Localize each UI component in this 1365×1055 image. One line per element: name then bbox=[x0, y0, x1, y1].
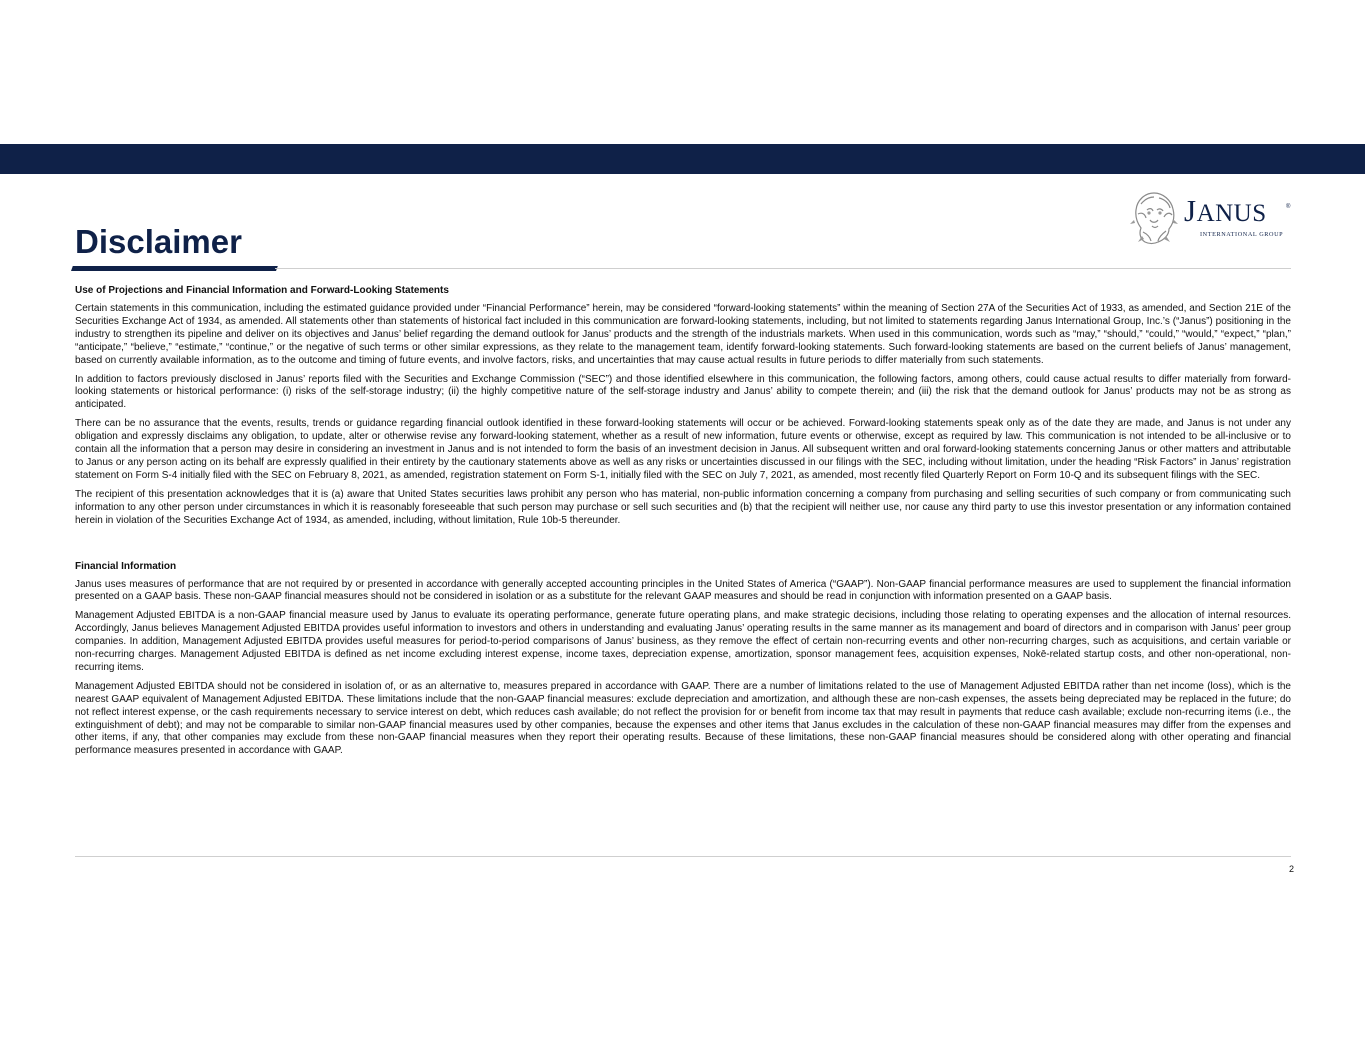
logo-wordmark: JANUS bbox=[1184, 193, 1267, 228]
header-band bbox=[0, 144, 1365, 174]
disclaimer-body bbox=[75, 284, 1291, 764]
page-title: Disclaimer bbox=[75, 223, 242, 260]
page-number: 2 bbox=[1288, 864, 1294, 874]
section-heading: Financial Information bbox=[75, 560, 177, 572]
paragraph: Management Adjusted EBITDA is a non-GAAP financial measure used by Janus to evaluate its operating performance, generate future operating plans, and make strategic decisions, including those relating to operating expenses and the allocation of internal resources. Accordingly, Janus believes Management Adjusted EBITDA provides useful information to investors and others in understanding and evaluating Janus’ operating results in the same manner as its management and board of directors and in comparison with Janus’ peer group companies. In addition, Management Adjusted EBITDA provides useful measures for period-to-period comparisons of Janus’ business, as they remove the effect of certain non-recurring events and other non-recurring charges, such as acquisitions, and certain variable or non-recurring charges. Management Adjusted EBITDA is defined as net income excluding interest expense, income taxes, depreciation expense, amortization, sponsor management fees, acquisition expenses, Nokē-related startup costs, and other non-operational, non-recurring items. bbox=[75, 610, 1291, 673]
section-heading: Use of Projections and Financial Information and Forward-Looking Statements bbox=[75, 285, 449, 296]
title-underline-accent bbox=[71, 266, 278, 271]
logo-registered-mark: ® bbox=[1286, 204, 1291, 210]
paragraph: Janus uses measures of performance that are not required by or presented in accordance with generally accepted accounting principles in the United States of America (“GAAP”). Non-GAAP financial performance measures are used to supplement the financial information presented on a GAAP basis. These non-GAAP financial measures should not be considered in isolation or as a substitute for the relevant GAAP measures and should be read in conjunction with information presented on a GAAP basis. bbox=[75, 578, 1291, 603]
section-spacer bbox=[75, 534, 1291, 560]
section-financial-information bbox=[75, 560, 1291, 759]
section-forward-looking bbox=[75, 284, 1291, 528]
paragraph: Certain statements in this communication, including the estimated guidance provided under “Financial Performance” herein, may be considered “forward-looking statements” within the meaning of Section 27A of the Securities Act of 1933, as amended, and Section 21E of the Securities Exchange Act of 1934, as amended. All statements other than statements of historical fact included in this communication are forward-looking statements, including, but not limited to statements regarding Janus International Group, Inc.’s (“Janus”) positioning in the industry to strengthen its pipeline and deliver on its objectives and Janus’ belief regarding the demand outlook for Janus’ products and the strength of the industrials markets. When used in this communication, words such as “may,” “should,” “could,” “would,” “expect,” “plan,” “anticipate,” “believe,” “estimate,” “continue,” or the negative of such terms or other similar expressions, as they relate to the management team, identify forward-looking statements. Such forward-looking statements are based on the current beliefs of Janus’ management, based on currently available information, as to the outcome and timing of future events, and involve factors, risks, and uncertainties that may cause actual results in future periods to differ materially from such statements. bbox=[75, 303, 1291, 366]
lion-crest-icon bbox=[1128, 190, 1180, 246]
janus-logo bbox=[1128, 190, 1293, 248]
title-divider bbox=[275, 268, 1291, 269]
paragraph: Management Adjusted EBITDA should not be considered in isolation of, or as an alternative to, measures prepared in accordance with GAAP. There are a number of limitations related to the use of Management Adjusted EBITDA rather than net income (loss), which is the nearest GAAP equivalent of Management Adjusted EBITDA. These limitations include that the non-GAAP financial measures: exclude depreciation and amortization, and although these are non-cash expenses, the assets being depreciated may be replaced in the future; do not reflect interest expense, or the cash requirements necessary to service interest on debt, which reduces cash available; do not reflect the provision for or benefit from income tax that may result in payments that reduce cash available; exclude non-recurring items (i.e., the extinguishment of debt); and may not be comparable to similar non-GAAP financial measures used by other companies, because the expenses and other items that Janus excludes in the calculation of these non-GAAP financial measures may differ from the expenses and other items, if any, that other companies may exclude from these non-GAAP financial measures when they report their operating results. Because of these limitations, these non-GAAP financial measures should be considered along with other operating and financial performance measures presented in accordance with GAAP. bbox=[75, 680, 1291, 757]
logo-subtitle: INTERNATIONAL GROUP bbox=[1200, 231, 1284, 238]
paragraph: The recipient of this presentation acknowledges that it is (a) aware that United States securities laws prohibit any person who has material, non-public information concerning a company from purchasing and selling securities of such company or from communicating such information to any other person under circumstances in which it is reasonably foreseeable that such person may purchase or sell such securities and (b) that the recipient will neither use, nor cause any third party to use this investor presentation or any information contained herein in violation of the Securities Exchange Act of 1934, as amended, including, without limitation, Rule 10b-5 thereunder. bbox=[75, 488, 1291, 526]
footer-divider bbox=[75, 856, 1291, 857]
paragraph: There can be no assurance that the events, results, trends or guidance regarding financial outlook identified in these forward-looking statements will occur or be achieved. Forward-looking statements speak only as of the date they are made, and Janus is not under any obligation and expressly disclaims any obligation, to update, alter or otherwise revise any forward-looking statement, whether as a result of new information, future events or otherwise, except as required by law. This communication is not intended to be all-inclusive or to contain all the information that a person may desire in considering an investment in Janus and is not intended to form the basis of an investment decision in Janus. All subsequent written and oral forward-looking statements concerning Janus or other matters and attributable to Janus or any person acting on its behalf are expressly qualified in their entirety by the cautionary statements above as well as any risks or uncertainties discussed in our filings with the SEC, including without limitation, under the heading “Risk Factors” in Janus’ registration statement on Form S-4 initially filed with the SEC on February 8, 2021, as amended, registration statement on Form S-1, initially filed with the SEC on July 7, 2021, as amended, most recently filed Quarterly Report on Form 10-Q and its subsequent filings with the SEC. bbox=[75, 418, 1291, 481]
paragraph: In addition to factors previously disclosed in Janus’ reports filed with the Securities and Exchange Commission (“SEC”) and those identified elsewhere in this communication, the following factors, among others, could cause actual results to differ materially from forward-looking statements or historical performance: (i) risks of the self-storage industry; (ii) the highly competitive nature of the self-storage industry and Janus’ ability to compete therein; and (iii) the risk that the demand outlook for Janus’ products may not be as strong as anticipated. bbox=[75, 373, 1291, 411]
